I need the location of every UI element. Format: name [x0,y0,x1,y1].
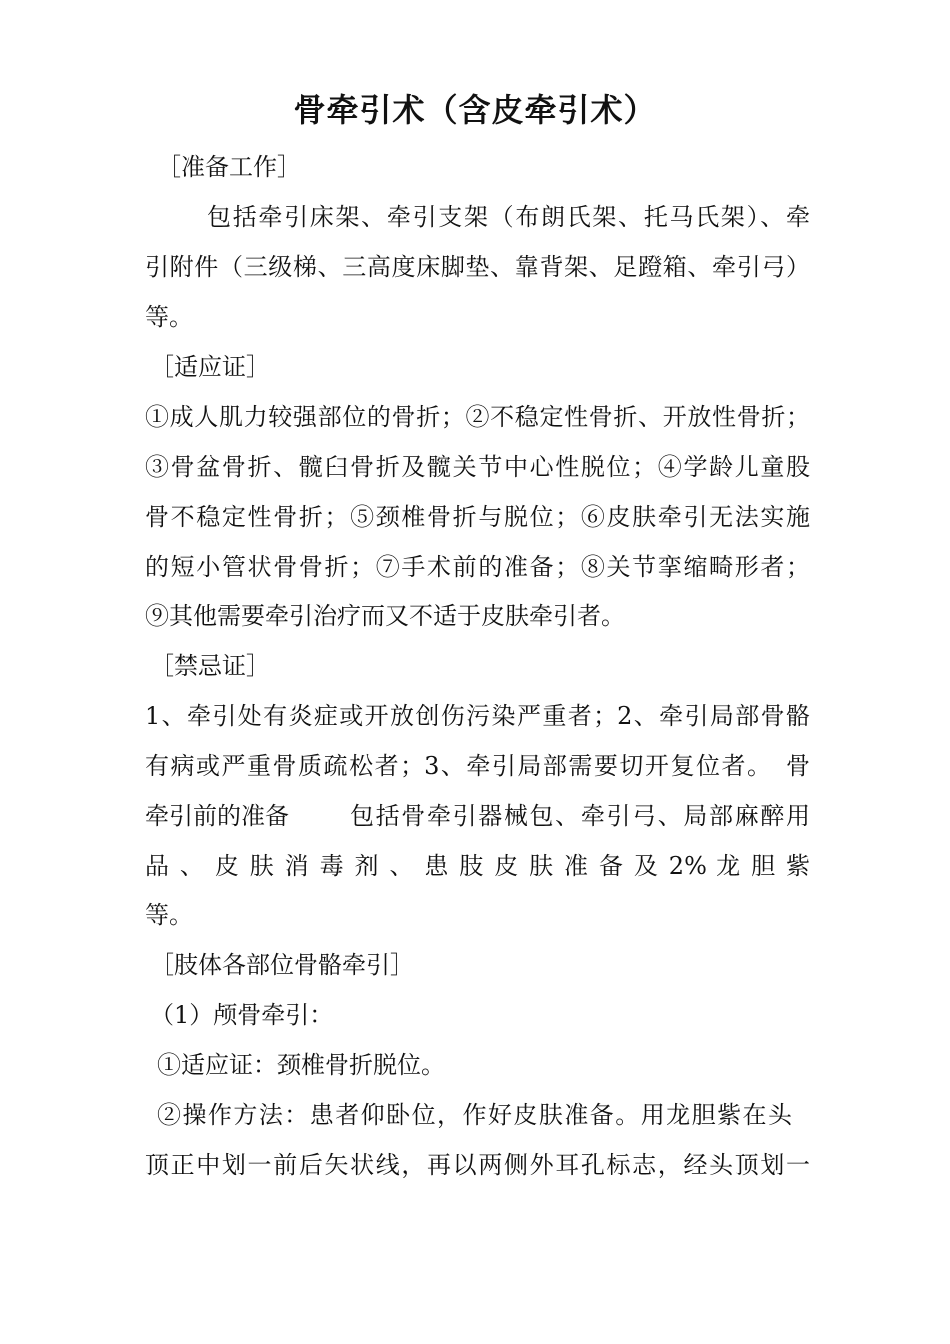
document-title: 骨牵引术（含皮牵引术） [293,91,657,129]
paragraph-line: 骨不稳定性骨折；⑤颈椎骨折与脱位；⑥皮肤牵引无法实施 [145,503,810,531]
paragraph-line: 包括骨牵引器械包、牵引弓、局部麻醉用 [350,802,810,830]
section-heading-limb-traction: ［肢体各部位骨骼牵引］ [150,951,414,979]
paragraph-line: ①成人肌力较强部位的骨折；②不稳定性骨折、开放性骨折； [145,403,810,431]
section-heading-indications: ［适应证］ [150,353,270,381]
subsection-heading-skull-traction: （1）颅骨牵引： [150,1001,334,1029]
paragraph-line: 的短小管状骨骨折；⑦手术前的准备；⑧关节挛缩畸形者； [145,553,810,581]
paragraph-line: 品 、 皮 肤 消 毒 剂 、 患 肢 皮 肤 准 备 及 2% 龙 胆 紫 [145,852,810,880]
paragraph-line: 引附件（三级梯、三高度床脚垫、靠背架、足蹬箱、牵引弓） [145,253,810,281]
paragraph-line: 牵引前的准备 [145,802,289,830]
paragraph-line: ②操作方法：患者仰卧位，作好皮肤准备。用龙胆紫在头 [157,1101,792,1129]
paragraph-line: 等。 [145,901,193,929]
section-heading-preparation: ［准备工作］ [157,153,301,181]
paragraph-line: 有病或严重骨质疏松者；3、牵引局部需要切开复位者。 骨 [145,752,810,780]
paragraph-line: 包括牵引床架、牵引支架（布朗氏架、托马氏架）、牵 [207,203,810,231]
paragraph-line: 顶正中划一前后矢状线，再以两侧外耳孔标志，经头顶划一 [145,1151,810,1179]
paragraph-line: ⑨其他需要牵引治疗而又不适于皮肤牵引者。 [145,602,625,630]
paragraph-line: 1、牵引处有炎症或开放创伤污染严重者；2、牵引局部骨骼 [145,702,810,730]
paragraph-line: ③骨盆骨折、髋臼骨折及髋关节中心性脱位；④学龄儿童股 [145,453,810,481]
paragraph-line: ①适应证：颈椎骨折脱位。 [157,1051,445,1079]
paragraph-line: 等。 [145,303,193,331]
section-heading-contraindications: ［禁忌证］ [150,652,270,680]
